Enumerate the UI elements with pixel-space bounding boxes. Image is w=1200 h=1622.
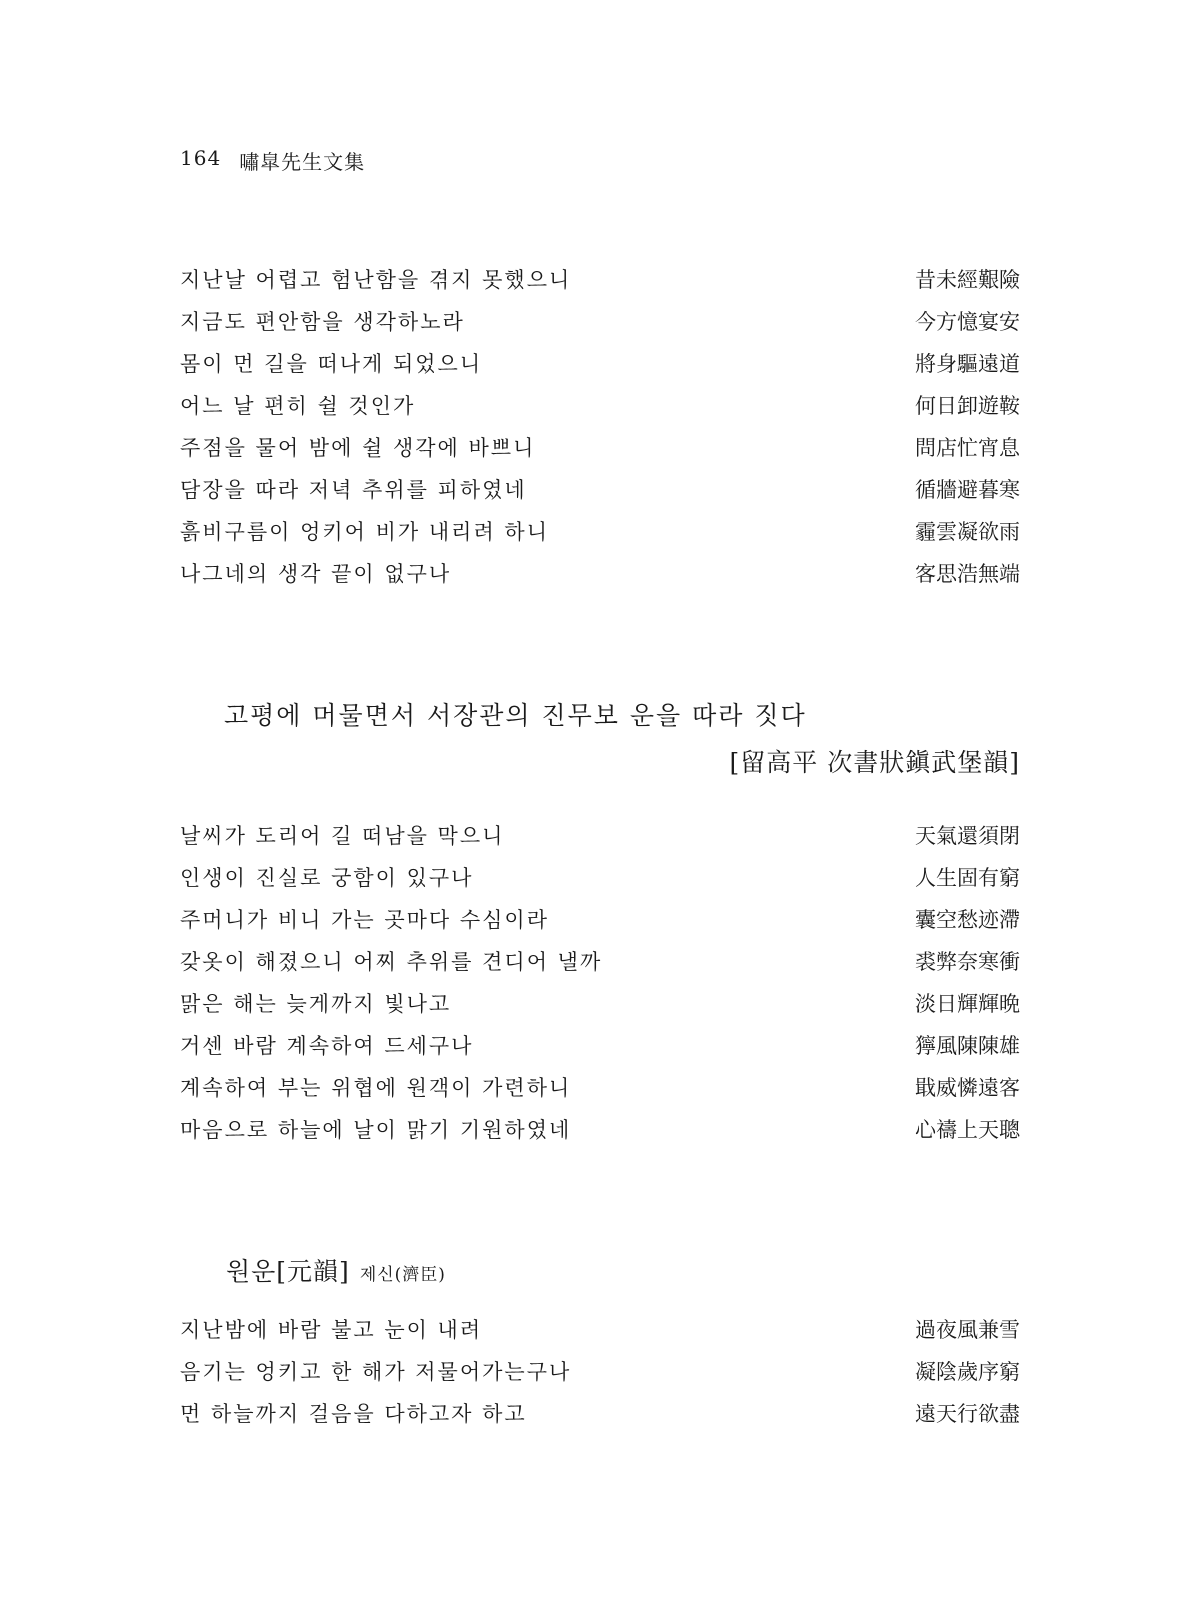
chinese-verse: 昔未經艱險 [915,268,1020,292]
chinese-verse: 問店忙宵息 [915,436,1020,460]
korean-verse: 음기는 엉키고 한 해가 저물어가는구나 [180,1360,572,1384]
chinese-verse: 淡日輝輝晩 [915,992,1020,1016]
poem-line [180,516,1020,558]
poem-line [180,306,1020,348]
poem-line [180,1356,1020,1398]
poem-line [180,904,1020,946]
chinese-verse: 今方憶宴安 [915,310,1020,334]
korean-verse: 마음으로 하늘에 날이 맑기 기원하였네 [180,1118,572,1142]
chinese-verse: 客思浩無端 [915,562,1020,586]
chinese-verse: 戢威憐遠客 [915,1076,1020,1100]
poem-3-title-text: 원운[元韻] [226,1257,350,1286]
korean-verse: 맑은 해는 늦게까지 빛나고 [180,992,452,1016]
chinese-verse: 循牆避暮寒 [915,478,1020,502]
chinese-verse: 天氣還須閉 [915,824,1020,848]
poem-line [180,474,1020,516]
korean-verse: 나그네의 생각 끝이 없구나 [180,562,452,586]
korean-verse: 담장을 따라 저녁 추위를 피하였네 [180,478,527,502]
korean-verse: 인생이 진실로 궁함이 있구나 [180,866,474,890]
poem-line [180,1072,1020,1114]
poem-3-title [226,1252,446,1288]
poem-line [180,946,1020,988]
poem-line [180,862,1020,904]
korean-verse: 지난날 어렵고 험난함을 겪지 못했으니 [180,268,572,292]
book-title: 嘯皐先生文集 [239,150,366,174]
poem-line [180,1030,1020,1072]
poem-line [180,432,1020,474]
chinese-verse: 心禱上天聰 [915,1118,1020,1142]
chinese-verse: 霾雲凝欲雨 [915,520,1020,544]
korean-verse: 흙비구름이 엉키어 비가 내리려 하니 [180,520,549,544]
poem-line [180,348,1020,390]
chinese-verse: 凝陰歲序窮 [915,1360,1020,1384]
chinese-verse: 過夜風兼雪 [915,1318,1020,1342]
chinese-verse: 何日卸遊鞍 [915,394,1020,418]
chinese-verse: 裘弊奈寒衝 [915,950,1020,974]
chinese-verse: 囊空愁迹滯 [915,908,1020,932]
korean-verse: 어느 날 편히 쉴 것인가 [180,394,416,418]
poem-line [180,390,1020,432]
chinese-verse: 獰風陳陳雄 [915,1034,1020,1058]
poem-line [180,1114,1020,1156]
poem-1 [180,264,1020,600]
page-number: 164 [180,146,222,170]
korean-verse: 지난밤에 바람 불고 눈이 내려 [180,1318,483,1342]
poem-3 [180,1314,1020,1440]
poem-line [180,264,1020,306]
poem-line [180,1314,1020,1356]
chinese-verse: 將身驅遠道 [915,352,1020,376]
korean-verse: 몸이 먼 길을 떠나게 되었으니 [180,352,483,376]
poem-2 [180,820,1020,1156]
poem-line [180,558,1020,600]
poem-2-title-korean: 고평에 머물면서 서장관의 진무보 운을 따라 짓다 [224,701,807,730]
korean-verse: 거센 바람 계속하여 드세구나 [180,1034,474,1058]
korean-verse: 먼 하늘까지 걸음을 다하고자 하고 [180,1402,527,1426]
poem-2-title-chinese: [留高平 次書狀鎭武堡韻] [729,748,1020,777]
chinese-verse: 遠天行欲盡 [915,1402,1020,1426]
running-head [180,146,365,175]
chinese-verse: 人生固有窮 [915,866,1020,890]
korean-verse: 주머니가 비니 가는 곳마다 수심이라 [180,908,549,932]
korean-verse: 계속하여 부는 위협에 원객이 가련하니 [180,1076,572,1100]
korean-verse: 날씨가 도리어 길 떠남을 막으니 [180,824,505,848]
poem-line [180,988,1020,1030]
korean-verse: 주점을 물어 밤에 쉴 생각에 바쁘니 [180,436,536,460]
poem-line [180,820,1020,862]
korean-verse: 지금도 편안함을 생각하노라 [180,310,465,334]
korean-verse: 갖옷이 해졌으니 어찌 추위를 견디어 낼까 [180,950,603,974]
poem-3-author: 제신(濟臣) [359,1265,446,1285]
poem-line [180,1398,1020,1440]
